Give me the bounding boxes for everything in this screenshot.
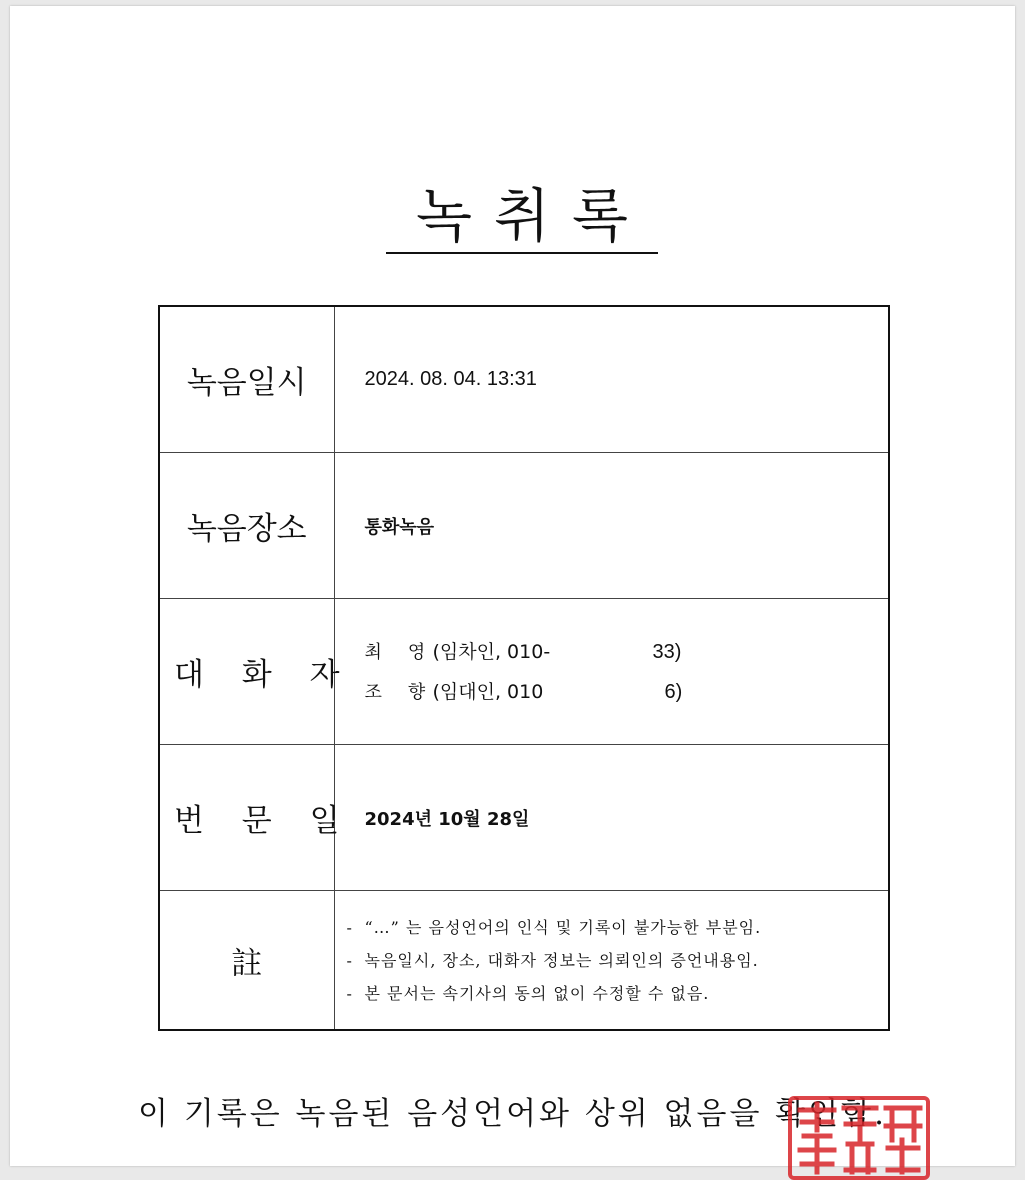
document-title: 녹취록 [386, 182, 658, 254]
speaker-role-landlord: (임대인, 010 [432, 680, 544, 703]
row-recording-datetime [159, 306, 889, 453]
note-line [347, 944, 889, 977]
speaker-name-first: 최 [364, 641, 382, 663]
note-text: 녹음일시, 장소, 대화자 정보는 의뢰인의 증언내용임. [364, 950, 759, 970]
value-notes [334, 891, 889, 1031]
row-speakers [159, 599, 889, 745]
confirmation-statement: 이 기록은 녹음된 음성언어와 상위 없음을 확인함. [138, 1096, 887, 1132]
note-text: 본 문서는 속기사의 동의 없이 수정할 수 없음. [364, 983, 710, 1003]
note-text: “…” 는 음성언어의 인식 및 기록이 불가능한 부분임. [364, 917, 762, 937]
label-transcription-date: 번 문 일 [159, 745, 334, 891]
speaker-name-last: 영 [407, 641, 426, 663]
speaker-name-tenant [365, 633, 433, 673]
label-notes: 註 [159, 891, 334, 1031]
row-transcription-date [159, 745, 889, 891]
row-notes [159, 891, 889, 1031]
speaker-phone-tail-landlord: 6) [664, 680, 683, 703]
seal-glyph-icon [792, 1100, 926, 1176]
note-dash: - [346, 917, 353, 937]
speaker-name-landlord [365, 673, 433, 713]
value-transcription-date: 2024년 10월 28일 [334, 745, 889, 891]
speaker-role-tenant: (임차인, 010- [432, 640, 551, 663]
note-dash: - [346, 983, 353, 1003]
label-recording-datetime: 녹음일시 [159, 306, 334, 453]
speaker-name-first: 조 [364, 681, 382, 703]
speaker-phone-tail-tenant: 33) [652, 640, 682, 663]
value-recording-datetime: 2024. 08. 04. 13:31 [334, 306, 889, 453]
speaker-name-last: 향 [407, 681, 426, 703]
seal-stamp-icon [788, 1096, 930, 1180]
value-speakers [334, 599, 889, 745]
note-dash: - [346, 950, 353, 970]
document-page [10, 6, 1015, 1166]
speaker-line-tenant [365, 632, 889, 672]
row-recording-place [159, 453, 889, 599]
note-line [347, 911, 889, 944]
speaker-line-landlord [365, 672, 889, 712]
label-speakers: 대 화 자 [159, 599, 334, 745]
label-recording-place: 녹음장소 [159, 453, 334, 599]
value-recording-place: 통화녹음 [334, 453, 889, 599]
record-table [158, 305, 890, 1031]
note-line [347, 977, 889, 1010]
